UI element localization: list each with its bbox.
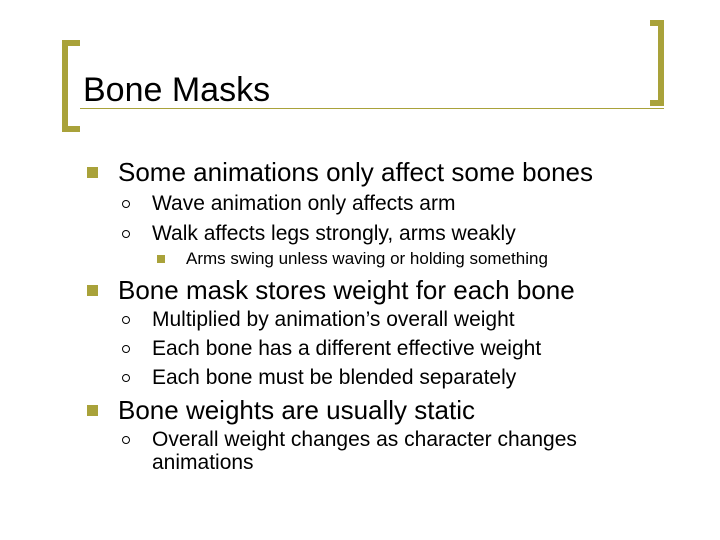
bullet-level2-text: Each bone must be blended separately <box>152 366 517 389</box>
bullet-ring-icon <box>122 436 130 444</box>
bullet-ring-icon <box>122 374 130 382</box>
bullet-level2-text: Each bone has a different effective weight <box>152 337 542 360</box>
bullet-ring-icon <box>122 345 130 353</box>
title-bracket-right-bottom <box>650 100 664 106</box>
bullet-square-icon <box>87 405 98 416</box>
bullet-level2-text: Wave animation only affects arm <box>152 192 456 215</box>
title-bracket-left <box>62 40 68 132</box>
title-bracket-left-bottom <box>62 126 80 132</box>
title-bracket-right-top <box>650 20 664 26</box>
bullet-level3-text: Arms swing unless waving or holding something <box>186 249 548 268</box>
bullet-ring-icon <box>122 200 130 208</box>
bullet-level1-text: Bone weights are usually static <box>118 395 475 425</box>
bullet-level2-text: Walk affects legs strongly, arms weakly <box>152 222 516 245</box>
slide-title: Bone Masks <box>83 71 271 109</box>
bullet-level2-text-line1: Overall weight changes as character changes <box>152 428 577 451</box>
bullet-ring-icon <box>122 230 130 238</box>
bullet-square-icon <box>87 285 98 296</box>
bullet-level2-text: Multiplied by animation’s overall weight <box>152 308 515 331</box>
title-bracket-right <box>658 20 664 106</box>
bullet-small-square-icon <box>157 255 165 263</box>
bullet-square-icon <box>87 167 98 178</box>
bullet-level1-text: Some animations only affect some bones <box>118 157 594 187</box>
bullet-level1-text: Bone mask stores weight for each bone <box>118 275 575 305</box>
title-bracket-left-top <box>62 40 80 46</box>
bullet-ring-icon <box>122 316 130 324</box>
bullet-level2-text-line2: animations <box>152 451 254 474</box>
